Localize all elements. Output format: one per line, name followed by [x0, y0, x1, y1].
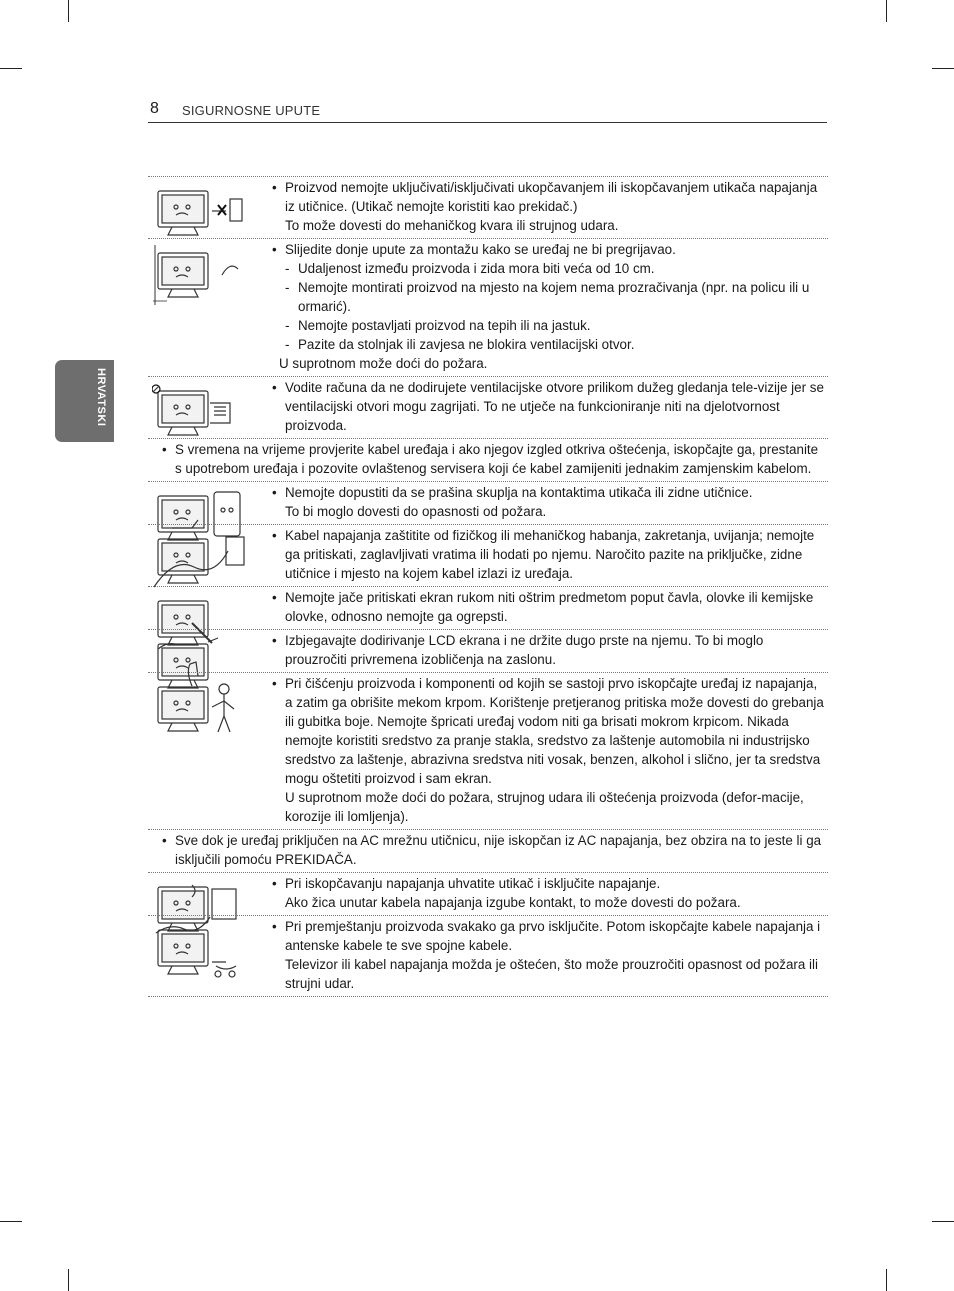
instruction-row — [148, 629, 828, 672]
bullet-text: • Nemojte jače pritiskati ekran rukom niti oštrim predmetom poput čavla, olovke ili kemijske olovke, odnosno nemojte ga ogrepsti. — [270, 588, 828, 626]
note-text: U suprotnom može doći do požara, strujnog udara ili oštećenja proizvoda (defor-macije, korozije ili lomljenja). — [285, 790, 804, 824]
note-text: Ako žica unutar kabela napajanja izgube kontakt, to može dovesti do požara. — [285, 895, 741, 910]
sub-item: - Nemojte postavljati proizvod na tepih ili na jastuk. — [270, 316, 828, 335]
note-text: U suprotnom može doći do požara. — [279, 356, 488, 371]
safety-instructions-list — [148, 176, 828, 997]
instruction-row — [148, 376, 828, 438]
language-tab — [55, 360, 114, 442]
page-number: 8 — [150, 100, 159, 117]
bullet-text: • Vodite računa da ne dodirujete ventilacijske otvore prilikom dužeg gledanja tele-vizije jer se ventilacijski otvori mogu zagrijati. To ne utječe na funkcioniranje niti na djelotvornost proizvoda. — [270, 378, 828, 435]
instruction-text — [270, 587, 828, 629]
screen-scratch-illustration — [148, 587, 270, 629]
instruction-text — [270, 873, 828, 915]
tv-unplug-illustration — [148, 177, 270, 238]
note-text: Televizor ili kabel napajanja možda je oštećen, što može prouzročiti opasnost od požara ili strujni udar. — [285, 957, 818, 991]
bullet-text: • Pri premještanju proizvoda svakako ga prvo isključite. Potom iskopčajte kabele napajanja i antenske kabele te sve spojne kabele. — [270, 917, 828, 955]
tv-wall-mount-illustration — [148, 239, 270, 376]
sub-item: - Pazite da stolnjak ili zavjesa ne blokira ventilacijski otvor. — [270, 335, 828, 354]
tv-vent-touch-illustration — [148, 377, 270, 438]
page-title: SIGURNOSNE UPUTE — [182, 103, 321, 118]
instruction-row — [148, 872, 828, 915]
instruction-text — [270, 525, 828, 586]
instruction-text — [148, 830, 828, 872]
instruction-text — [270, 916, 828, 996]
screen-touch-illustration — [148, 630, 270, 672]
bullet-text: • Pri iskopčavanju napajanja uhvatite utikač i isključite napajanje. — [270, 874, 828, 893]
tv-moving-illustration — [148, 916, 270, 996]
instruction-text — [270, 630, 828, 672]
instruction-row — [148, 524, 828, 586]
bullet-text: • Kabel napajanja zaštitite od fizičkog ili mehaničkog habanja, zakretanja, uvijanja; nemojte ga pritiskati, zaglavljivati vratima ili hodati po njemu. Naročito pazite na priključke, zidne utičnice i mjesto na kojem kabel izlazi iz uređaja. — [270, 526, 828, 583]
instruction-row — [148, 915, 828, 997]
instruction-text — [270, 482, 828, 524]
instruction-text — [148, 439, 828, 481]
page-header — [148, 100, 827, 123]
bullet-text: • Sve dok je uređaj priključen na AC mrežnu utičnicu, nije iskopčan iz AC napajanja, bez obzira na to jeste li ga isključili pomoću PREKIDAČA. — [160, 831, 828, 869]
bullet-text: • S vremena na vrijeme provjerite kabel uređaja i ako njegov izgled otkriva oštećenja, iskopčajte ga, prestanite s upotrebom uređaja i pozovite ovlaštenog servisera koji će kabel zamijeniti jednakim zamjenskim kabelom. — [160, 440, 828, 478]
pull-plug-illustration — [148, 873, 270, 915]
damaged-cable-illustration — [148, 525, 270, 586]
instruction-row — [148, 438, 828, 481]
sub-item: - Udaljenost između proizvoda i zida mora biti veća od 10 cm. — [270, 259, 828, 278]
bullet-text: • Izbjegavajte dodirivanje LCD ekrana i ne držite dugo prste na njemu. To bi moglo prouzročiti privremena izobličenja na zaslonu. — [270, 631, 828, 669]
instruction-row — [148, 829, 828, 872]
instruction-text — [270, 239, 828, 376]
bullet-text: • Nemojte dopustiti da se prašina skuplja na kontaktima utikača ili zidne utičnice. — [270, 483, 828, 502]
instruction-row — [148, 672, 828, 829]
instruction-text — [270, 673, 828, 829]
note-text: To bi moglo dovesti do opasnosti od požara. — [285, 504, 547, 519]
bullet-text: • Pri čišćenju proizvoda i komponenti od kojih se sastoji prvo iskopčajte uređaj iz napajanja, a zatim ga obrišite mekom krpom. Korištenje pretjeranog pritiska može dovesti do grebanja ili gubitka boje. Nemojte špricati uređaj vodom niti ga brisati mokrom krpicom. Nikada nemojte koristiti sredstvo za pranje stakla, sredstvo za laštenje automobila ni industrijsko sredstvo za laštenje, abrazivna sredstva niti vosak, benzen, alkohol i slično, jer ta sredstva mogu oštetiti proizvod i sam ekran. — [270, 674, 828, 788]
sub-item: - Nemojte montirati proizvod na mjesto na kojem nema prozračivanja (npr. na policu ili u ormarić). — [270, 278, 828, 316]
tv-cleaning-illustration — [148, 673, 270, 829]
note-text: To može dovesti do mehaničkog kvara ili strujnog udara. — [285, 218, 619, 233]
instruction-row — [148, 238, 828, 376]
instruction-text — [270, 377, 828, 438]
instruction-row — [148, 176, 828, 238]
instruction-text — [270, 177, 828, 238]
dusty-plug-illustration — [148, 482, 270, 524]
bullet-text: • Proizvod nemojte uključivati/isključivati ukopčavanjem ili iskopčavanjem utikača napajanja iz utičnice. (Utikač nemojte koristiti kao prekidač.) — [270, 178, 828, 216]
language-tab-label: HRVATSKI — [95, 368, 107, 427]
bullet-text: • Slijedite donje upute za montažu kako se uređaj ne bi pregrijavao. — [270, 240, 828, 259]
instruction-row — [148, 586, 828, 629]
instruction-row — [148, 481, 828, 524]
